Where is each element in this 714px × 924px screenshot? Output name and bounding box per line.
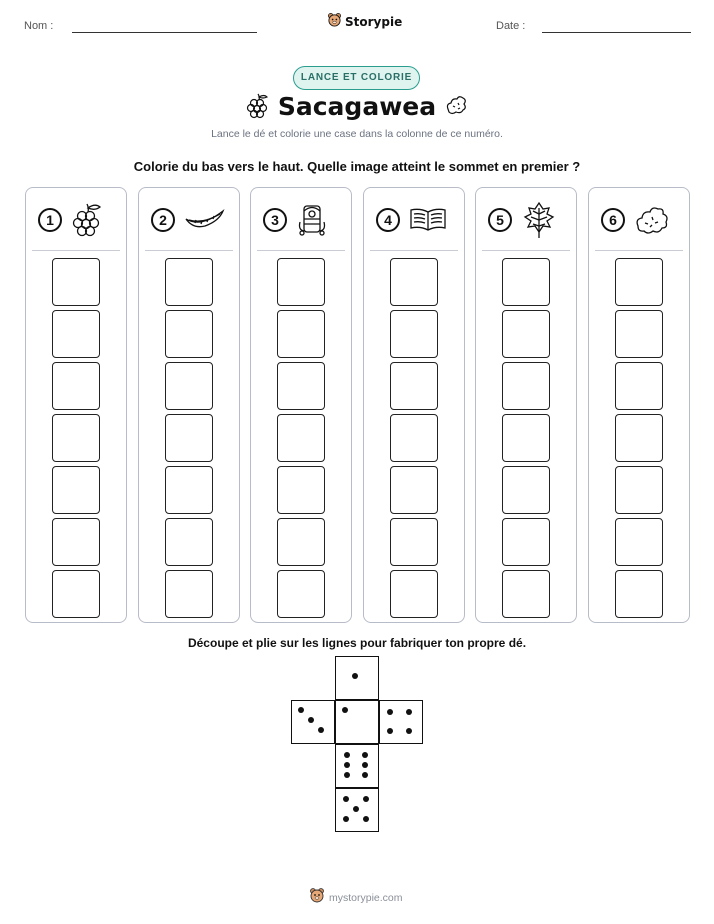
color-cell[interactable] (277, 362, 325, 410)
dice-face-4 (379, 700, 423, 744)
column-number: 3 (263, 208, 287, 232)
brand-logo (327, 12, 402, 32)
subtitle: Lance le dé et colorie une case dans la colonne de ce numéro. (211, 128, 503, 140)
color-cell[interactable] (390, 258, 438, 306)
color-cell[interactable] (165, 570, 213, 618)
column-2 (138, 187, 240, 623)
dice-pip (406, 709, 412, 715)
dice-face-5 (335, 788, 379, 832)
column-divider (32, 250, 120, 251)
color-cell[interactable] (502, 310, 550, 358)
dice-face-3 (291, 700, 335, 744)
column-number: 6 (601, 208, 625, 232)
color-cell[interactable] (277, 570, 325, 618)
dice-pip (342, 707, 348, 713)
color-cell[interactable] (165, 466, 213, 514)
dice-pip (352, 673, 358, 679)
dice-pip (362, 772, 368, 778)
color-cell[interactable] (277, 310, 325, 358)
cut-instruction: Découpe et plie sur les lignes pour fabriquer ton propre dé. (187, 636, 527, 650)
column-divider (370, 250, 458, 251)
dice-pip (363, 796, 369, 802)
leaf-icon (520, 200, 558, 245)
book-icon (408, 200, 448, 243)
dice-pip (406, 728, 412, 734)
ginger-root-icon (442, 91, 470, 124)
dice-pip (353, 806, 359, 812)
color-cell[interactable] (502, 570, 550, 618)
column-number: 5 (488, 208, 512, 232)
dice-face-1 (335, 656, 379, 700)
dice-pip (343, 816, 349, 822)
color-cell[interactable] (165, 258, 213, 306)
column-divider (595, 250, 683, 251)
color-cell[interactable] (165, 518, 213, 566)
color-cell[interactable] (502, 466, 550, 514)
color-cell[interactable] (165, 310, 213, 358)
canoe-icon (183, 200, 227, 243)
cradleboard-icon (295, 200, 329, 243)
color-cell[interactable] (502, 518, 550, 566)
dice-face-1 (335, 700, 379, 744)
color-cell[interactable] (615, 466, 663, 514)
column-6 (588, 187, 690, 623)
color-cell[interactable] (165, 362, 213, 410)
column-divider (257, 250, 345, 251)
name-field[interactable] (72, 32, 257, 33)
date-label: Date : (496, 20, 526, 32)
ginger-root-icon (633, 200, 673, 243)
color-cell[interactable] (615, 310, 663, 358)
column-4 (363, 187, 465, 623)
color-cell[interactable] (502, 258, 550, 306)
color-cell[interactable] (52, 414, 100, 462)
dice-pip (344, 752, 350, 758)
column-number: 4 (376, 208, 400, 232)
color-cell[interactable] (390, 570, 438, 618)
bear-mascot-icon (309, 887, 325, 908)
column-divider (145, 250, 233, 251)
color-cell[interactable] (165, 414, 213, 462)
dice-pip (387, 709, 393, 715)
dice-pip (363, 816, 369, 822)
dice-pip (343, 796, 349, 802)
activity-badge: LANCE ET COLORIE (293, 66, 420, 90)
column-1 (25, 187, 127, 623)
color-cell[interactable] (52, 310, 100, 358)
name-label: Nom : (24, 20, 54, 32)
color-cell[interactable] (277, 518, 325, 566)
column-number: 2 (151, 208, 175, 232)
color-cell[interactable] (390, 414, 438, 462)
column-number: 1 (38, 208, 62, 232)
color-cell[interactable] (52, 258, 100, 306)
color-cell[interactable] (615, 258, 663, 306)
berries-icon (70, 200, 104, 243)
color-cell[interactable] (52, 466, 100, 514)
color-cell[interactable] (615, 570, 663, 618)
instruction: Colorie du bas vers le haut. Quelle image atteint le sommet en premier ? (133, 159, 581, 174)
dice-pip (308, 717, 314, 723)
dice-pip (318, 727, 324, 733)
color-cell[interactable] (390, 466, 438, 514)
dice-face-6 (335, 744, 379, 788)
color-cell[interactable] (502, 414, 550, 462)
color-cell[interactable] (502, 362, 550, 410)
color-cell[interactable] (52, 362, 100, 410)
color-cell[interactable] (390, 362, 438, 410)
color-cell[interactable] (615, 518, 663, 566)
date-field[interactable] (542, 32, 691, 33)
dice-pip (344, 762, 350, 768)
column-divider (482, 250, 570, 251)
color-cell[interactable] (390, 518, 438, 566)
color-cell[interactable] (52, 570, 100, 618)
dice-pip (298, 707, 304, 713)
dice-pip (387, 728, 393, 734)
dice-pip (362, 762, 368, 768)
bear-mascot-icon (327, 12, 342, 32)
column-5 (475, 187, 577, 623)
dice-pip (344, 772, 350, 778)
color-cell[interactable] (52, 518, 100, 566)
footer-url[interactable]: mystorypie.com (329, 891, 403, 904)
dice-pip (362, 752, 368, 758)
brand-name: Storypie (345, 15, 403, 29)
color-cell[interactable] (615, 362, 663, 410)
color-cell[interactable] (390, 310, 438, 358)
column-3 (250, 187, 352, 623)
color-cell[interactable] (277, 466, 325, 514)
page-title: Sacagawea (277, 92, 437, 121)
color-cell[interactable] (277, 258, 325, 306)
footer (309, 887, 403, 908)
color-cell[interactable] (615, 414, 663, 462)
color-cell[interactable] (277, 414, 325, 462)
